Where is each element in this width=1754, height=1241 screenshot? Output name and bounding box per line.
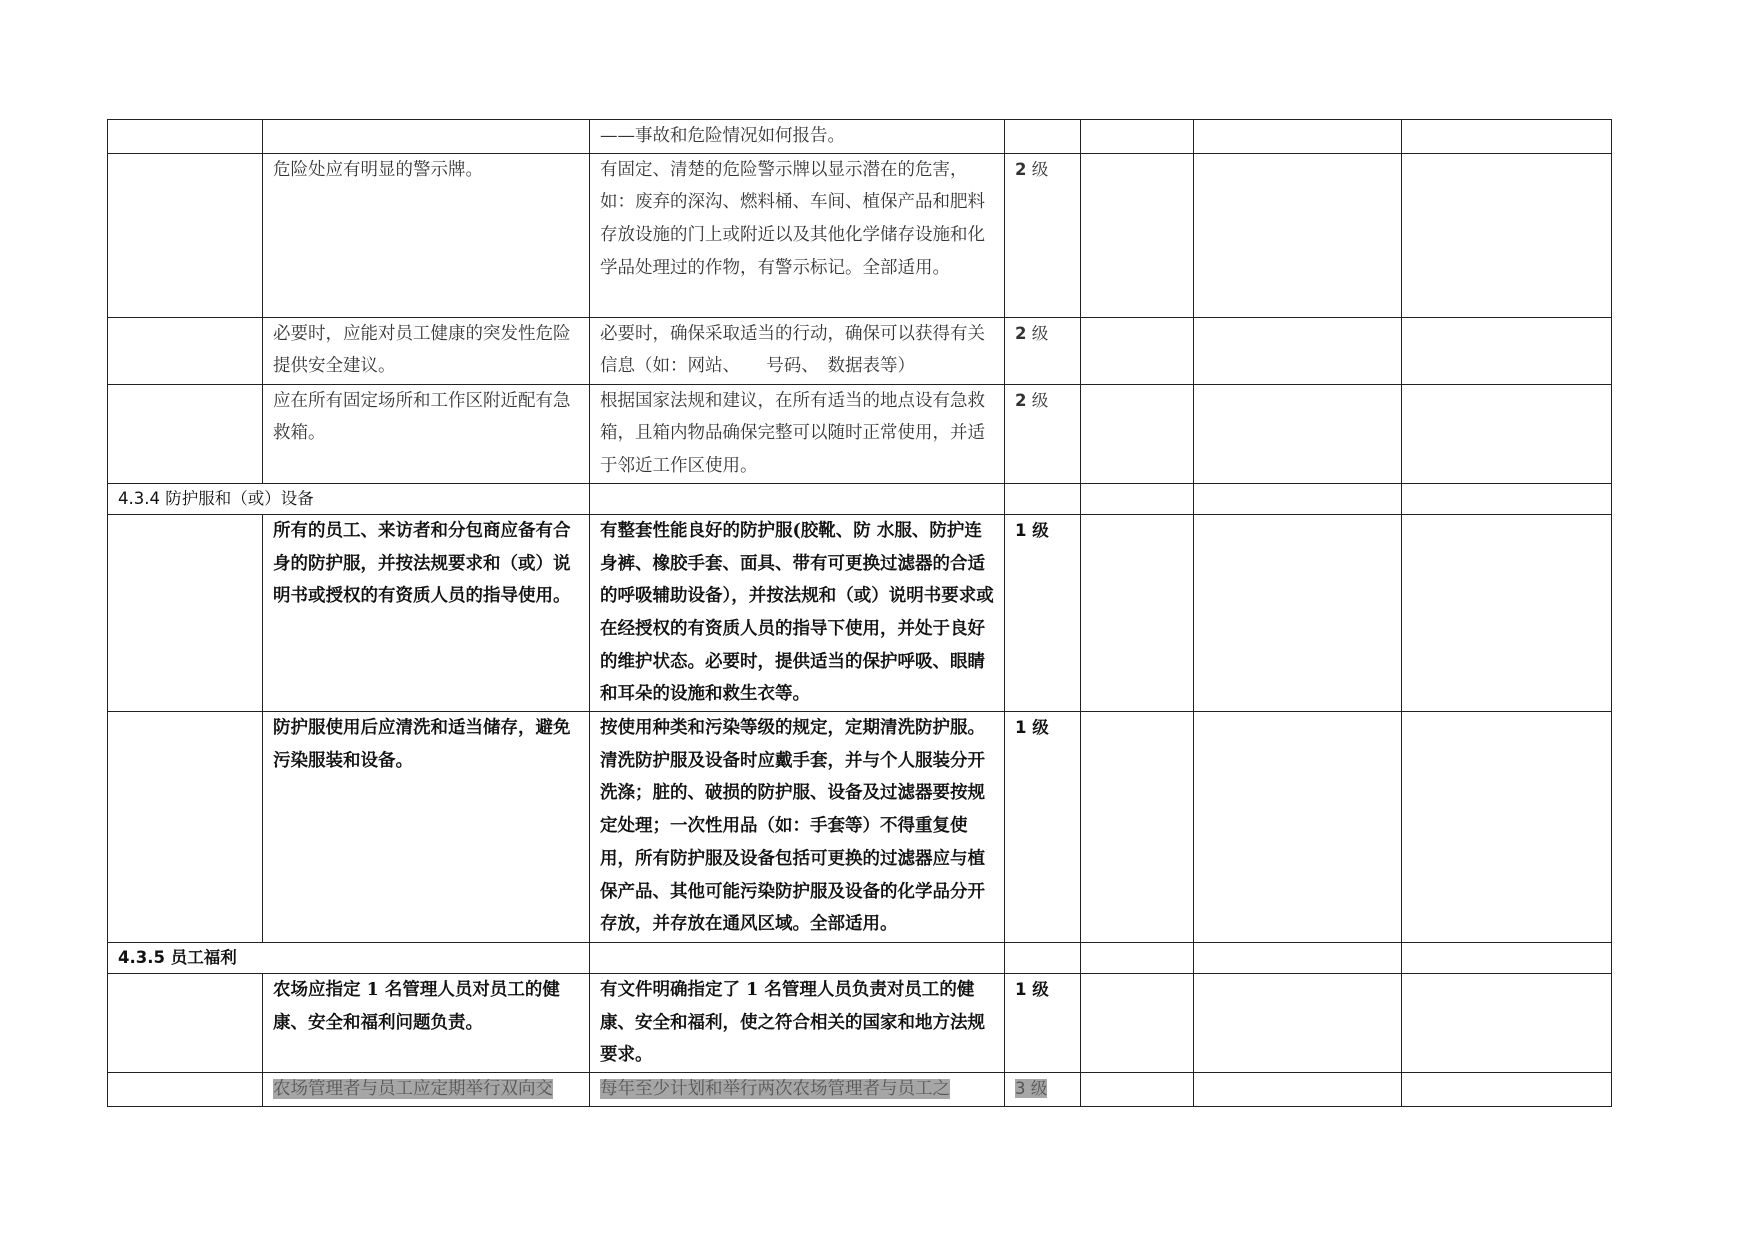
blank-cell bbox=[590, 943, 1005, 974]
col-index-cell bbox=[108, 317, 263, 384]
level-number: 3 bbox=[1015, 1079, 1026, 1099]
level-cell bbox=[1005, 514, 1081, 711]
highlighted-text: 农场管理者与员工应定期举行双向交 bbox=[273, 1079, 553, 1100]
compliance-criteria-cell: 有整套性能良好的防护服(胶靴、防 水服、防护连身裤、橡胶手套、面具、带有可更换过滤器的合适的呼吸辅助设备），并按法规和（或）说明书要求或在经授权的有资质人员的指导下使用，并处于良好的维护状态。必要时，提供适当的保护呼吸、眼睛和耳朵的设施和救生衣等。 bbox=[590, 514, 1005, 711]
blank-cell bbox=[1005, 943, 1081, 974]
compliance-criteria-cell: 有文件明确指定了 1 名管理人员负责对员工的健康、安全和福利，使之符合相关的国家和地方法规要求。 bbox=[590, 974, 1005, 1073]
level-unit: 级 bbox=[1026, 980, 1049, 1000]
blank-cell bbox=[1402, 483, 1612, 514]
blank-cell bbox=[1402, 1073, 1612, 1107]
compliance-criteria-cell: 必要时，确保采取适当的行动，确保可以获得有关信息（如：网站、 号码、 数据表等） bbox=[590, 317, 1005, 384]
table-row bbox=[108, 1073, 1612, 1107]
level-number: 2 bbox=[1015, 323, 1027, 343]
level-unit: 级 bbox=[1026, 159, 1049, 179]
blank-cell bbox=[1194, 483, 1402, 514]
blank-cell bbox=[1194, 120, 1402, 154]
section-title: 4.3.4 防护服和（或）设备 bbox=[108, 483, 590, 514]
level-cell bbox=[1005, 1073, 1081, 1107]
blank-cell bbox=[1402, 317, 1612, 384]
control-point-cell: 应在所有固定场所和工作区附近配有急救箱。 bbox=[263, 384, 590, 483]
blank-cell bbox=[1081, 943, 1194, 974]
highlighted-text: 每年至少计划和举行两次农场管理者与员工之 bbox=[600, 1079, 950, 1100]
blank-cell bbox=[1402, 514, 1612, 711]
level-cell bbox=[1005, 712, 1081, 943]
blank-cell bbox=[1402, 153, 1612, 317]
compliance-criteria-cell: 根据国家法规和建议，在所有适当的地点设有急救箱，且箱内物品确保完整可以随时正常使用，并适于邻近工作区使用。 bbox=[590, 384, 1005, 483]
compliance-criteria-cell: ——事故和危险情况如何报告。 bbox=[590, 120, 1005, 154]
blank-cell bbox=[1402, 974, 1612, 1073]
blank-cell bbox=[1194, 384, 1402, 483]
control-point-cell: 所有的员工、来访者和分包商应备有合身的防护服，并按法规要求和（或）说明书或授权的有资质人员的指导使用。 bbox=[263, 514, 590, 711]
blank-cell bbox=[1081, 483, 1194, 514]
table-row bbox=[108, 120, 1612, 154]
blank-cell bbox=[1402, 712, 1612, 943]
control-point-cell bbox=[263, 120, 590, 154]
table-row bbox=[108, 514, 1612, 711]
level-cell bbox=[1005, 317, 1081, 384]
blank-cell bbox=[1194, 712, 1402, 943]
blank-cell bbox=[590, 483, 1005, 514]
blank-cell bbox=[1194, 514, 1402, 711]
col-index-cell bbox=[108, 384, 263, 483]
blank-cell bbox=[1081, 514, 1194, 711]
section-header-row bbox=[108, 943, 1612, 974]
blank-cell bbox=[1081, 974, 1194, 1073]
col-index-cell bbox=[108, 1073, 263, 1107]
col-index-cell bbox=[108, 514, 263, 711]
col-index-cell bbox=[108, 974, 263, 1073]
compliance-criteria-cell: 按使用种类和污染等级的规定，定期清洗防护服。清洗防护服及设备时应戴手套，并与个人服装分开洗涤；脏的、破损的防护服、设备及过滤器要按规定处理；一次性用品（如：手套等）不得重复使用，所有防护服及设备包括可更换的过滤器应与植保产品、其他可能污染防护服及设备的化学品分开存放，并存放在通风区域。全部适用。 bbox=[590, 712, 1005, 943]
section-header-row bbox=[108, 483, 1612, 514]
control-point-cell: 必要时，应能对员工健康的突发性危险提供安全建议。 bbox=[263, 317, 590, 384]
control-point-cell: 危险处应有明显的警示牌。 bbox=[263, 153, 590, 317]
table-row bbox=[108, 384, 1612, 483]
col-index-cell bbox=[108, 153, 263, 317]
highlighted-level bbox=[1015, 1079, 1047, 1098]
table-row bbox=[108, 712, 1612, 943]
compliance-criteria-cell: 有固定、清楚的危险警示牌以显示潜在的危害，如：废弃的深沟、燃料桶、车间、植保产品和肥料存放设施的门上或附近以及其他化学储存设施和化学品处理过的作物，有警示标记。全部适用。 bbox=[590, 153, 1005, 317]
blank-cell bbox=[1402, 384, 1612, 483]
blank-cell bbox=[1194, 153, 1402, 317]
blank-cell bbox=[1402, 120, 1612, 154]
blank-cell bbox=[1081, 712, 1194, 943]
table-row bbox=[108, 153, 1612, 317]
col-index-cell bbox=[108, 120, 263, 154]
blank-cell bbox=[1081, 153, 1194, 317]
level-cell bbox=[1005, 974, 1081, 1073]
level-unit: 级 bbox=[1026, 520, 1049, 540]
level-unit: 级 bbox=[1026, 323, 1049, 343]
level-cell bbox=[1005, 120, 1081, 154]
control-point-cell: 防护服使用后应清洗和适当储存，避免污染服装和设备。 bbox=[263, 712, 590, 943]
level-number: 2 bbox=[1015, 159, 1027, 179]
blank-cell bbox=[1081, 317, 1194, 384]
compliance-criteria-cell bbox=[590, 1073, 1005, 1107]
level-number: 1 bbox=[1015, 520, 1027, 540]
section-title: 4.3.5 员工福利 bbox=[108, 943, 590, 974]
level-number: 2 bbox=[1015, 390, 1027, 410]
blank-cell bbox=[1005, 483, 1081, 514]
level-cell bbox=[1005, 153, 1081, 317]
table-row bbox=[108, 974, 1612, 1073]
control-point-cell: 农场应指定 1 名管理人员对员工的健康、安全和福利问题负责。 bbox=[263, 974, 590, 1073]
checklist-page bbox=[107, 119, 1611, 1107]
blank-cell bbox=[1402, 943, 1612, 974]
level-unit: 级 bbox=[1025, 1079, 1048, 1099]
level-number: 1 bbox=[1015, 980, 1027, 1000]
blank-cell bbox=[1194, 1073, 1402, 1107]
blank-cell bbox=[1194, 317, 1402, 384]
blank-cell bbox=[1194, 974, 1402, 1073]
blank-cell bbox=[1194, 943, 1402, 974]
blank-cell bbox=[1081, 1073, 1194, 1107]
level-cell bbox=[1005, 384, 1081, 483]
blank-cell bbox=[1081, 120, 1194, 154]
level-unit: 级 bbox=[1026, 390, 1049, 410]
checklist-table bbox=[107, 119, 1612, 1107]
level-number: 1 bbox=[1015, 718, 1027, 738]
table-row bbox=[108, 317, 1612, 384]
control-point-cell bbox=[263, 1073, 590, 1107]
blank-cell bbox=[1081, 384, 1194, 483]
level-unit: 级 bbox=[1026, 718, 1049, 738]
col-index-cell bbox=[108, 712, 263, 943]
